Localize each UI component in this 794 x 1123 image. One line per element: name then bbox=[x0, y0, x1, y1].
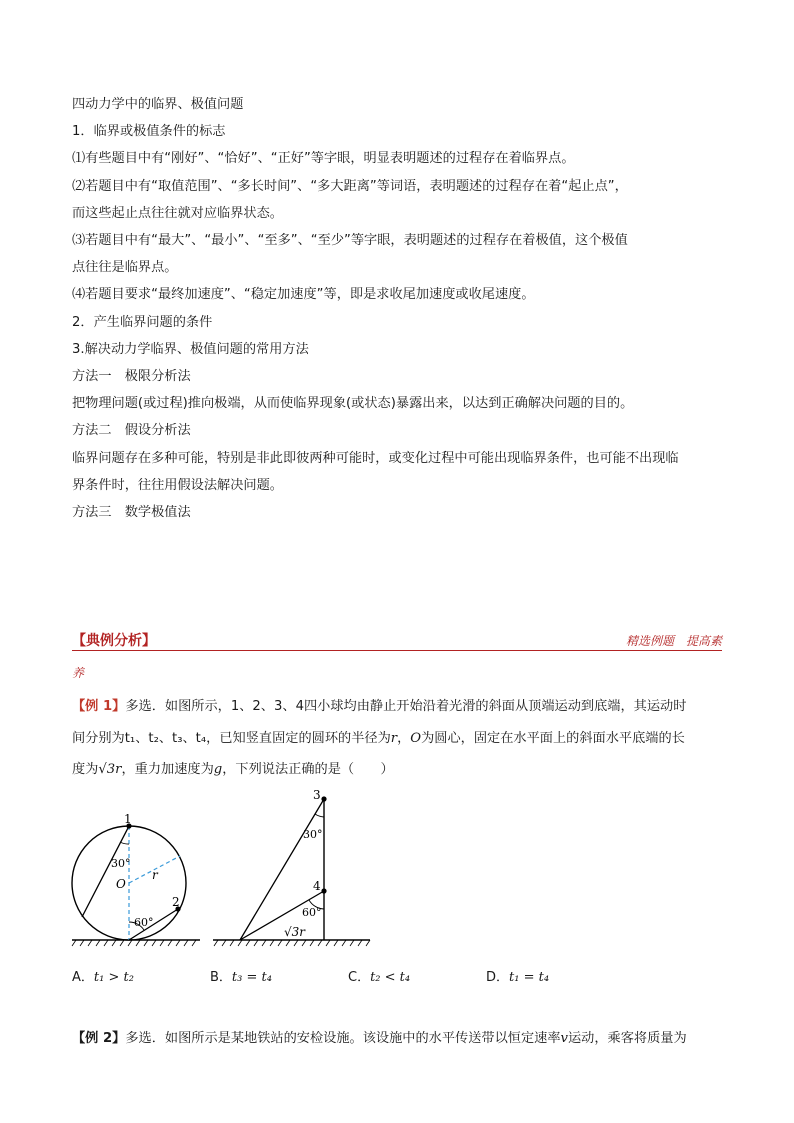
angle-30-arc-right bbox=[315, 814, 324, 817]
option-c-letter: C． bbox=[348, 970, 371, 985]
example1-sqrt3r: √3r bbox=[98, 762, 122, 777]
item1-p3b: 点往往是临界点。 bbox=[72, 260, 178, 275]
left-figure bbox=[72, 812, 200, 946]
label-30-left: 30° bbox=[111, 857, 131, 870]
item1-p3a: ⑶若题目中有“最大”、“最小”、“至多”、“至少”等字眼，表明题述的过程存在着极值，这个极值 bbox=[72, 233, 628, 248]
method1-text: 把物理问题(或过程)推向极端，从而使临界现象(或状态)暴露出来，以达到正确解决问题的目的。 bbox=[72, 396, 634, 411]
option-a-expr: t₁ > t₂ bbox=[93, 970, 134, 985]
right-figure bbox=[213, 788, 370, 946]
label-r: r bbox=[152, 868, 158, 882]
example1-line1 bbox=[72, 697, 686, 717]
ball-3 bbox=[321, 796, 326, 801]
option-a-letter: A． bbox=[72, 970, 94, 985]
option-b-letter: B． bbox=[210, 970, 232, 985]
ground-hatch-left bbox=[72, 940, 196, 946]
option-b-expr: t₃ = t₄ bbox=[231, 970, 272, 985]
item1-title: 1．临界或极值条件的标志 bbox=[72, 124, 226, 139]
example1-text1: 多选．如图所示，1、2、3、4四小球均由静止开始沿着光滑的斜面从顶端运动到底端，其运动时 bbox=[125, 699, 687, 714]
method2-text-a: 临界问题存在多种可能，特别是非此即彼两种可能时，或变化过程中可能出现临界条件，也可能不出现临 bbox=[72, 451, 679, 466]
label-3: 3 bbox=[313, 788, 321, 802]
method2-title: 方法二 假设分析法 bbox=[72, 423, 191, 438]
example1-text3c: ，下列说法正确的是（ ） bbox=[222, 762, 394, 777]
example1-text2c: 为圆心，固定在水平面上的斜面水平底端的长 bbox=[421, 731, 685, 746]
example2-text1a: 多选．如图所示是某地铁站的安检设施。该设施中的水平传送带以恒定速率 bbox=[125, 1031, 561, 1046]
item1-p2a: ⑵若题目中有“取值范围”、“多长时间”、“多大距离”等词语，表明题述的过程存在着“起止点”， bbox=[72, 179, 628, 194]
label-1: 1 bbox=[124, 812, 132, 826]
example1-text3b: ，重力加速度为 bbox=[121, 762, 214, 777]
method3-title: 方法三 数学极值法 bbox=[72, 505, 191, 520]
example2-v: v bbox=[560, 1031, 568, 1046]
item1-p2b: 而这些起止点往往就对应临界状态。 bbox=[72, 206, 283, 221]
label-4: 4 bbox=[313, 879, 321, 893]
example1-g: g bbox=[213, 762, 223, 777]
example1-line2 bbox=[72, 729, 685, 749]
chord-1 bbox=[82, 826, 129, 917]
option-c[interactable] bbox=[348, 966, 410, 985]
example1-line3 bbox=[72, 760, 394, 780]
banner-continuation: 养 bbox=[72, 666, 85, 680]
example1-r: r bbox=[390, 731, 398, 746]
example1-text2a: 间分别为t₁、t₂、t₃、t₄，已知竖直固定的圆环的半径为 bbox=[72, 731, 391, 746]
banner-right: 精选例题 提高素 bbox=[625, 634, 722, 648]
label-60-right: 60° bbox=[302, 906, 322, 919]
angle-30-arc-left bbox=[120, 842, 129, 844]
example-banner bbox=[72, 632, 722, 651]
item2-title: 2．产生临界问题的条件 bbox=[72, 315, 213, 330]
section-title: 四动力学中的临界、极值问题 bbox=[72, 97, 244, 112]
option-d-expr: t₁ = t₄ bbox=[509, 970, 550, 985]
label-2: 2 bbox=[172, 895, 180, 909]
ground-hatch-right bbox=[214, 940, 370, 946]
banner-title: 【典例分析】 bbox=[72, 633, 156, 649]
method1-title: 方法一 极限分析法 bbox=[72, 369, 191, 384]
option-d-letter: D． bbox=[486, 970, 510, 985]
item1-p4: ⑷若题目要求“最终加速度”、“稳定加速度”等，即是求收尾加速度或收尾速度。 bbox=[72, 287, 535, 302]
label-sqrt3r: √3r bbox=[284, 925, 306, 939]
method2-text-b: 界条件时，往往用假设法解决问题。 bbox=[72, 478, 283, 493]
option-d[interactable] bbox=[486, 966, 549, 985]
example1-O: O bbox=[410, 731, 422, 746]
example2-text1b: 运动，乘客将质量为 bbox=[567, 1031, 687, 1046]
example1-figure bbox=[0, 785, 794, 955]
label-60-left: 60° bbox=[134, 916, 154, 929]
example2-tag: 【例 2】 bbox=[72, 1031, 126, 1046]
option-b[interactable] bbox=[210, 966, 272, 985]
option-c-expr: t₂ < t₄ bbox=[370, 970, 411, 985]
label-O: O bbox=[116, 877, 126, 891]
example2-line1 bbox=[72, 1029, 687, 1049]
example1-tag: 【例 1】 bbox=[72, 699, 126, 714]
ball-4 bbox=[321, 888, 326, 893]
item1-p1: ⑴有些题目中有“刚好”、“恰好”、“正好”等字眼，明显表明题述的过程存在着临界点。 bbox=[72, 151, 575, 166]
label-30-right: 30° bbox=[303, 828, 323, 841]
item3-title: 3.解决动力学临界、极值问题的常用方法 bbox=[72, 342, 309, 357]
option-a[interactable] bbox=[72, 966, 134, 985]
example1-text3a: 度为 bbox=[72, 762, 99, 777]
example1-text2b: ， bbox=[397, 731, 411, 746]
